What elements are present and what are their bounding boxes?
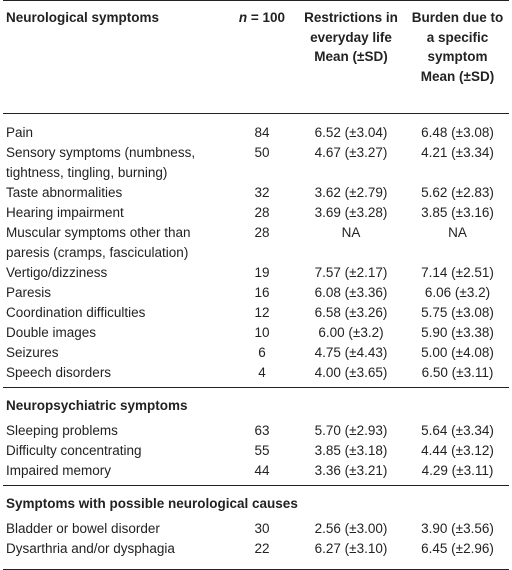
burden-cell: 5.62 (±2.83): [421, 185, 494, 200]
restrictions-cell: 6.08 (±3.36): [314, 285, 388, 300]
symptom-cell: Hearing impairment: [6, 205, 124, 220]
restrictions-cell: 4.75 (±4.43): [314, 345, 388, 360]
restrictions-cell: 3.62 (±2.79): [314, 185, 388, 200]
n-cell: 30: [254, 521, 270, 536]
burden-cell: 5.90 (±3.38): [421, 325, 494, 340]
symptom-cell: Dysarthria and/or dysphagia: [6, 541, 175, 556]
restrictions-cell: 6.52 (±3.04): [314, 125, 388, 140]
symptom-cell: Seizures: [6, 345, 59, 360]
restrictions-cell: 4.67 (±3.27): [314, 145, 388, 160]
symptom-cell: Taste abnormalities: [6, 185, 123, 200]
table-row: [3, 421, 509, 441]
header-n-value: = 100: [247, 10, 286, 25]
header-symptoms: Neurological symptoms: [6, 10, 160, 25]
header-n-italic: n: [238, 10, 248, 25]
table-header: [3, 1, 509, 114]
symptom-cell: Sensory symptoms (numbness, tightness, tingling, burning): [6, 145, 196, 180]
n-cell: 84: [254, 125, 270, 140]
table-row: [3, 323, 509, 343]
n-cell: 16: [254, 285, 270, 300]
restrictions-cell: NA: [341, 225, 361, 240]
burden-cell: 5.64 (±3.34): [421, 423, 494, 438]
n-cell: 10: [254, 325, 270, 340]
table-row: [3, 114, 509, 144]
burden-cell: 5.75 (±3.08): [421, 305, 494, 320]
symptom-cell: Double images: [6, 325, 97, 340]
table-row: [3, 519, 509, 539]
n-cell: 22: [254, 541, 270, 556]
symptom-cell: Vertigo/dizziness: [6, 265, 108, 280]
table-row: [3, 363, 509, 388]
n-cell: 28: [254, 225, 270, 240]
restrictions-cell: 4.00 (±3.65): [314, 365, 388, 380]
restrictions-cell: 3.85 (±3.18): [314, 443, 388, 458]
burden-cell: 4.29 (±3.11): [421, 463, 494, 478]
symptom-cell: Coordination difficulties: [6, 305, 146, 320]
n-cell: 50: [254, 145, 270, 160]
restrictions-cell: 5.70 (±2.93): [314, 423, 388, 438]
restrictions-cell: 3.36 (±3.21): [314, 463, 388, 478]
table-row: [3, 223, 509, 263]
burden-cell: 3.85 (±3.16): [421, 205, 494, 220]
burden-cell: NA: [448, 225, 467, 240]
burden-cell: 5.00 (±4.08): [421, 345, 494, 360]
header-row: [3, 1, 509, 114]
n-cell: 55: [254, 443, 270, 458]
burden-cell: 4.44 (±3.12): [421, 443, 494, 458]
header-restrictions: Restrictions in everyday life Mean (±SD): [304, 10, 398, 64]
restrictions-cell: 6.27 (±3.10): [314, 541, 388, 556]
n-cell: 32: [254, 185, 270, 200]
symptom-cell: Muscular symptoms other than paresis (cramps, fasciculation): [6, 225, 191, 260]
n-cell: 44: [254, 463, 270, 478]
restrictions-cell: 7.57 (±2.17): [314, 265, 388, 280]
burden-cell: 7.14 (±2.51): [421, 265, 494, 280]
burden-cell: 6.06 (±3.2): [424, 285, 491, 300]
symptom-table: [3, 0, 509, 570]
symptom-cell: Bladder or bowel disorder: [6, 521, 160, 536]
table-body: [3, 114, 509, 570]
restrictions-cell: 2.56 (±3.00): [314, 521, 388, 536]
table-row: [3, 441, 509, 461]
header-burden: Burden due to a specific symptom Mean (±SD): [411, 10, 504, 84]
table-row: [3, 203, 509, 223]
n-cell: 4: [258, 365, 266, 380]
n-cell: 12: [254, 305, 270, 320]
symptom-cell: Impaired memory: [6, 463, 112, 478]
table-row: [3, 539, 509, 570]
section-header-row: [3, 388, 509, 422]
n-cell: 6: [258, 345, 266, 360]
n-cell: 63: [254, 423, 270, 438]
table-row: [3, 183, 509, 203]
symptom-cell: Sleeping problems: [6, 423, 118, 438]
symptom-cell: Paresis: [6, 285, 52, 300]
table-row: [3, 343, 509, 363]
table-row: [3, 283, 509, 303]
restrictions-cell: 6.00 (±3.2): [318, 325, 384, 340]
symptom-cell: Pain: [6, 125, 34, 140]
table-row: [3, 461, 509, 486]
burden-cell: 6.48 (±3.08): [421, 125, 494, 140]
burden-cell: 3.90 (±3.56): [421, 521, 494, 536]
restrictions-cell: 6.58 (±3.26): [314, 305, 388, 320]
table-row: [3, 263, 509, 283]
burden-cell: 6.45 (±2.96): [421, 541, 494, 556]
symptom-cell: Difficulty concentrating: [6, 443, 142, 458]
n-cell: 19: [254, 265, 270, 280]
burden-cell: 6.50 (±3.11): [421, 365, 494, 380]
section-title: Symptoms with possible neurological causes: [6, 496, 298, 511]
table-row: [3, 143, 509, 183]
section-header-row: [3, 486, 509, 520]
table-row: [3, 303, 509, 323]
burden-cell: 4.21 (±3.34): [421, 145, 494, 160]
n-cell: 28: [254, 205, 270, 220]
symptom-cell: Speech disorders: [6, 365, 112, 380]
restrictions-cell: 3.69 (±3.28): [314, 205, 388, 220]
header-n: [228, 1, 296, 114]
section-title: Neuropsychiatric symptoms: [6, 398, 188, 413]
